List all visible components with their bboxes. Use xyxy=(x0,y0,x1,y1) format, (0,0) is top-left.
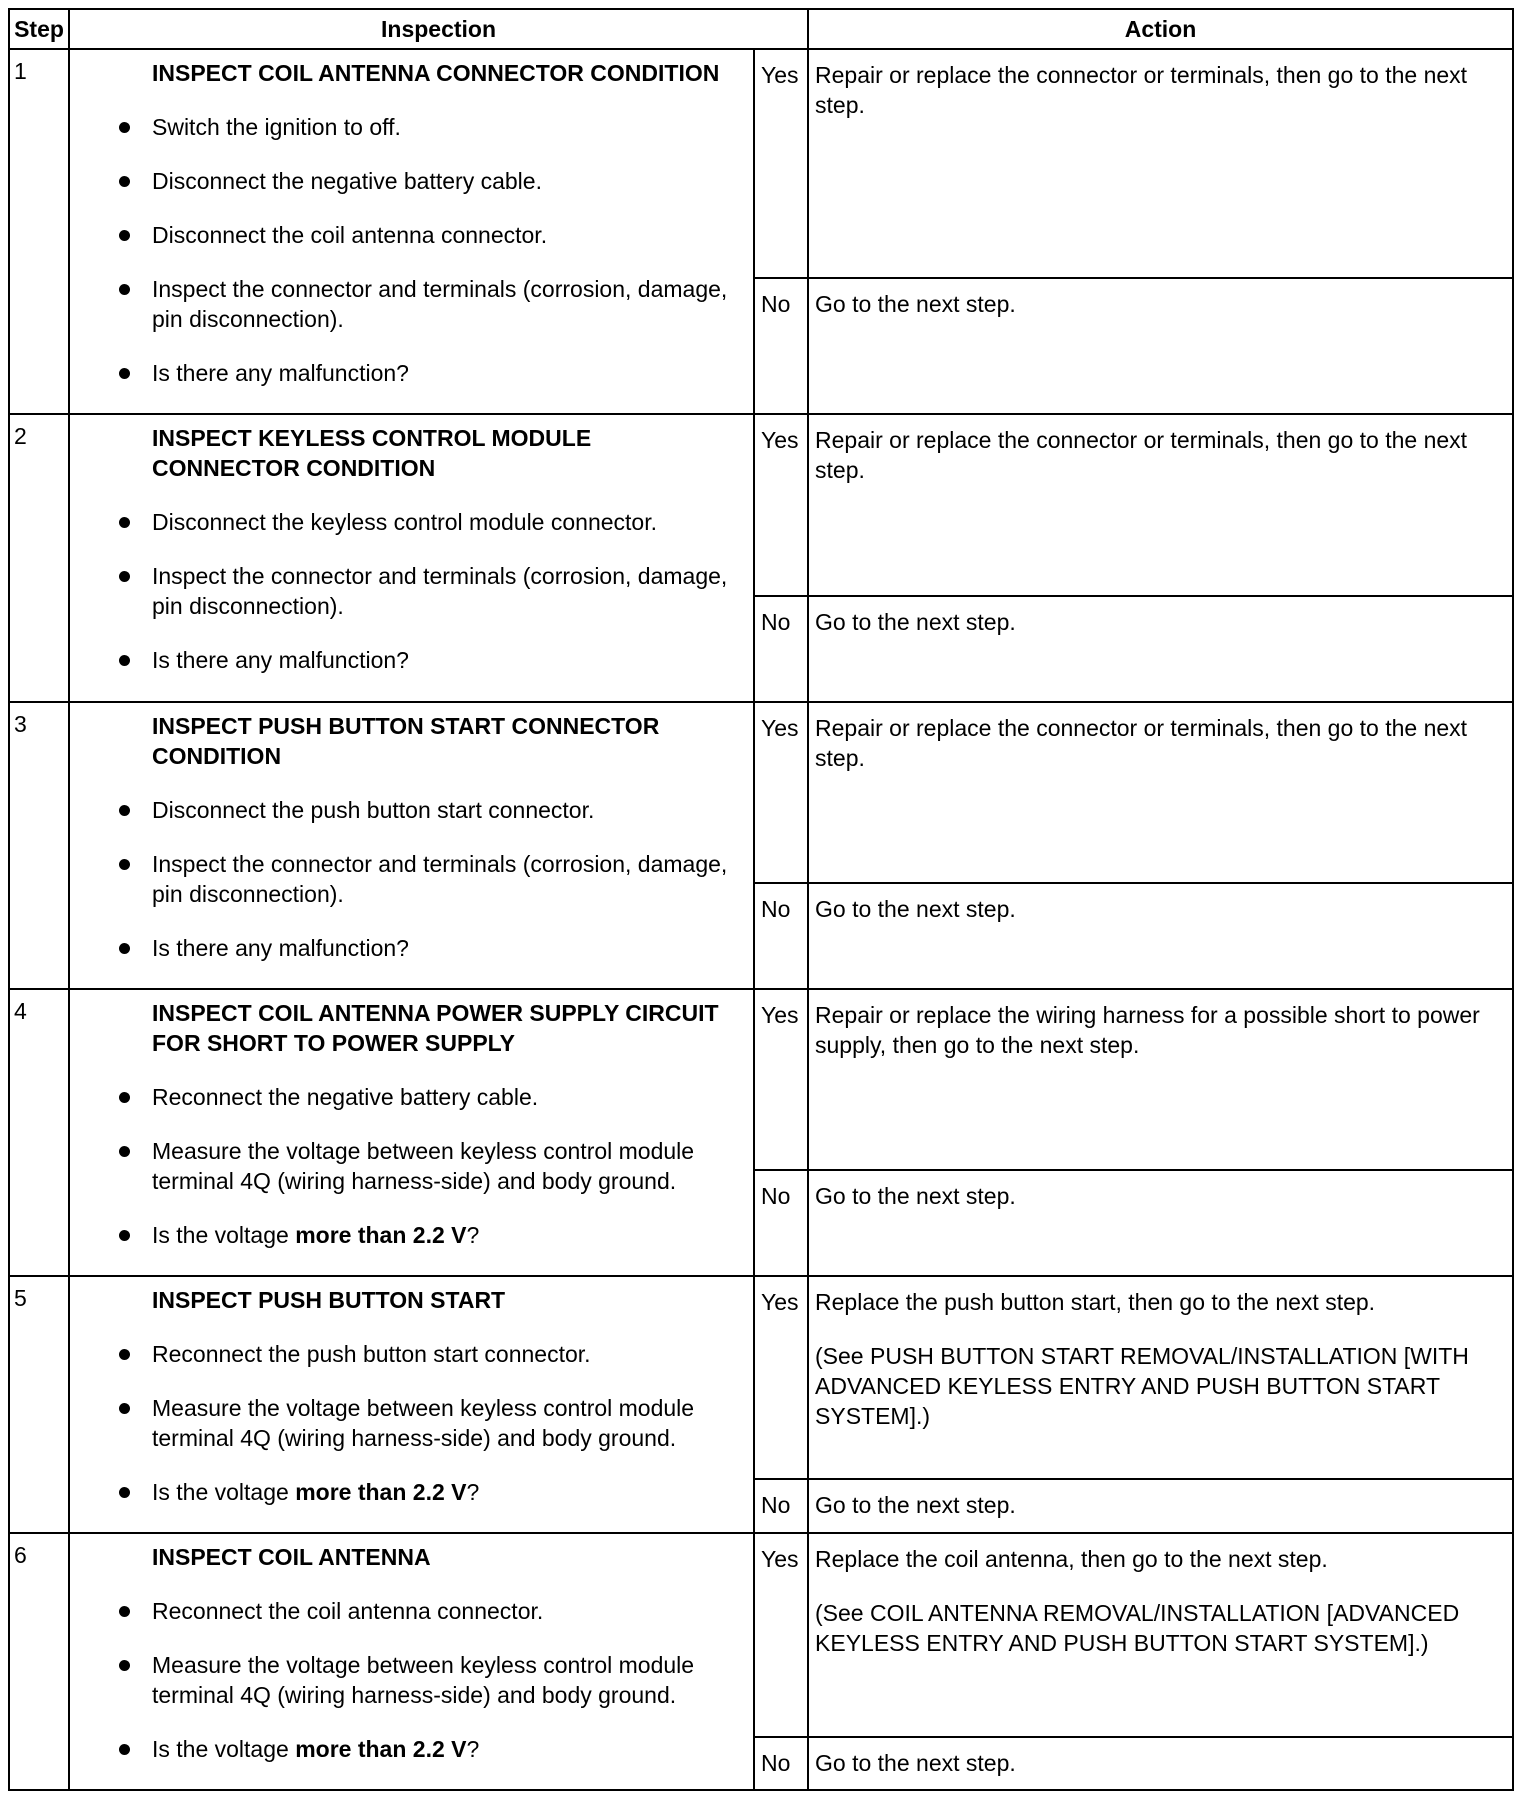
inspection-bullet xyxy=(70,166,737,196)
bullet-icon xyxy=(119,805,130,816)
inspection-bullet xyxy=(70,645,737,675)
header-step: Step xyxy=(9,9,69,49)
step-row-yes xyxy=(9,702,1513,883)
no-action: Go to the next step. xyxy=(808,278,1513,414)
bullet-icon xyxy=(119,1487,130,1498)
yes-label: Yes xyxy=(754,1533,808,1737)
yes-action xyxy=(808,989,1513,1170)
inspection-cell xyxy=(69,1276,754,1533)
bullet-text: Is there any malfunction? xyxy=(152,934,409,961)
bullet-emphasis: more than 2.2 V xyxy=(295,1221,467,1248)
bullet-suffix: ? xyxy=(466,1478,480,1505)
bullet-text: Disconnect the keyless control module connector. xyxy=(152,509,657,536)
no-action: Go to the next step. xyxy=(808,883,1513,989)
yes-action-text: Repair or replace the connector or terminals, then go to the next step. xyxy=(815,427,1468,484)
no-label: No xyxy=(754,278,808,414)
bullet-text: Inspect the connector and terminals (corrosion, damage, pin disconnection). xyxy=(152,276,728,332)
inspection-title: INSPECT PUSH BUTTON START xyxy=(152,1286,506,1313)
yes-action xyxy=(808,414,1513,595)
inspection-bullet xyxy=(70,561,737,621)
inspection-bullet xyxy=(70,1339,737,1369)
yes-label: Yes xyxy=(754,702,808,883)
header-row xyxy=(9,9,1513,49)
no-label: No xyxy=(754,1479,808,1533)
inspection-bullet xyxy=(70,795,737,825)
yes-label: Yes xyxy=(754,989,808,1170)
bullet-icon xyxy=(119,655,130,666)
bullet-icon xyxy=(119,517,130,528)
inspection-title: INSPECT KEYLESS CONTROL MODULE CONNECTOR CONDITION xyxy=(152,425,592,482)
yes-label: Yes xyxy=(754,49,808,278)
inspection-title: INSPECT COIL ANTENNA POWER SUPPLY CIRCUIT FOR SHORT TO POWER SUPPLY xyxy=(152,999,719,1056)
step-row-yes xyxy=(9,49,1513,278)
no-action: Go to the next step. xyxy=(808,1170,1513,1276)
bullet-icon xyxy=(119,1230,130,1241)
step-number: 2 xyxy=(9,414,69,701)
step-row-yes xyxy=(9,1533,1513,1737)
bullet-text: Measure the voltage between keyless control module terminal 4Q (wiring harness-side) and body ground. xyxy=(152,1394,695,1451)
inspection-title: INSPECT PUSH BUTTON START CONNECTOR CONDITION xyxy=(152,712,660,769)
inspection-bullet xyxy=(70,1220,737,1250)
bullet-icon xyxy=(119,859,130,870)
bullet-text: Disconnect the push button start connector. xyxy=(152,796,595,823)
bullet-icon xyxy=(119,943,130,954)
no-label: No xyxy=(754,596,808,702)
inspection-bullet xyxy=(70,1082,737,1112)
yes-label: Yes xyxy=(754,414,808,595)
bullet-text: Measure the voltage between keyless control module terminal 4Q (wiring harness-side) and body ground. xyxy=(152,1651,695,1708)
inspection-bullet xyxy=(70,220,737,250)
bullet-icon xyxy=(119,571,130,582)
yes-action xyxy=(808,49,1513,278)
no-label: No xyxy=(754,1170,808,1276)
yes-action-text: (See PUSH BUTTON START REMOVAL/INSTALLATION [WITH ADVANCED KEYLESS ENTRY AND PUSH BUTTON START SYSTEM].) xyxy=(815,1342,1469,1429)
yes-action-text: (See COIL ANTENNA REMOVAL/INSTALLATION [ADVANCED KEYLESS ENTRY AND PUSH BUTTON START SYSTEM].) xyxy=(815,1599,1460,1656)
header-action: Action xyxy=(808,9,1513,49)
step-number: 5 xyxy=(9,1276,69,1533)
step-row-yes xyxy=(9,414,1513,595)
inspection-bullet xyxy=(70,112,737,142)
yes-action-text: Replace the coil antenna, then go to the next step. xyxy=(815,1545,1328,1572)
no-label: No xyxy=(754,883,808,989)
inspection-bullet xyxy=(70,1734,737,1764)
bullet-suffix: ? xyxy=(466,1221,480,1248)
diagnostic-table xyxy=(8,8,1514,1791)
bullet-text: Reconnect the coil antenna connector. xyxy=(152,1597,544,1624)
yes-action-text: Replace the push button start, then go to the next step. xyxy=(815,1288,1376,1315)
inspection-title: INSPECT COIL ANTENNA xyxy=(152,1543,431,1570)
no-action: Go to the next step. xyxy=(808,596,1513,702)
bullet-emphasis: more than 2.2 V xyxy=(295,1478,467,1505)
inspection-cell xyxy=(69,702,754,989)
step-row-yes xyxy=(9,1276,1513,1479)
bullet-text: Is the voltage xyxy=(152,1478,296,1505)
yes-action xyxy=(808,1276,1513,1479)
inspection-bullet xyxy=(70,1477,737,1507)
bullet-text: Is there any malfunction? xyxy=(152,647,409,674)
yes-action xyxy=(808,1533,1513,1737)
bullet-text: Is the voltage xyxy=(152,1735,296,1762)
yes-action-text: Repair or replace the wiring harness for a possible short to power supply, then go to the next step. xyxy=(815,1001,1480,1058)
bullet-text: Disconnect the negative battery cable. xyxy=(152,168,542,194)
bullet-text: Is there any malfunction? xyxy=(152,360,409,386)
inspection-cell xyxy=(69,989,754,1276)
yes-action xyxy=(808,702,1513,883)
bullet-emphasis: more than 2.2 V xyxy=(295,1735,467,1762)
inspection-bullet xyxy=(70,1136,737,1196)
bullet-text: Disconnect the coil antenna connector. xyxy=(152,222,548,248)
bullet-icon xyxy=(119,1606,130,1617)
bullet-icon xyxy=(119,1146,130,1157)
inspection-bullet xyxy=(70,1596,737,1626)
inspection-cell xyxy=(69,49,754,414)
inspection-bullet xyxy=(70,1650,737,1710)
no-label: No xyxy=(754,1737,808,1790)
bullet-text: Is the voltage xyxy=(152,1221,296,1248)
inspection-bullet xyxy=(70,1393,737,1453)
bullet-icon xyxy=(119,284,130,295)
bullet-icon xyxy=(119,122,130,133)
inspection-bullet xyxy=(70,849,737,909)
header-inspection: Inspection xyxy=(69,9,808,49)
step-number: 6 xyxy=(9,1533,69,1790)
bullet-text: Reconnect the push button start connector. xyxy=(152,1340,591,1367)
yes-action-text: Repair or replace the connector or terminals, then go to the next step. xyxy=(815,62,1468,118)
inspection-title: INSPECT COIL ANTENNA CONNECTOR CONDITION xyxy=(152,60,720,86)
step-row-yes xyxy=(9,989,1513,1170)
bullet-icon xyxy=(119,230,130,241)
inspection-cell xyxy=(69,414,754,701)
bullet-text: Measure the voltage between keyless control module terminal 4Q (wiring harness-side) and body ground. xyxy=(152,1137,695,1194)
step-number: 1 xyxy=(9,49,69,414)
no-action: Go to the next step. xyxy=(808,1737,1513,1790)
bullet-suffix: ? xyxy=(466,1735,480,1762)
step-number: 4 xyxy=(9,989,69,1276)
bullet-text: Inspect the connector and terminals (corrosion, damage, pin disconnection). xyxy=(152,563,728,620)
step-number: 3 xyxy=(9,702,69,989)
yes-label: Yes xyxy=(754,1276,808,1479)
bullet-icon xyxy=(119,368,130,379)
table-body xyxy=(9,49,1513,1790)
bullet-icon xyxy=(119,1092,130,1103)
bullet-icon xyxy=(119,176,130,187)
inspection-bullet xyxy=(70,274,737,334)
bullet-text: Inspect the connector and terminals (corrosion, damage, pin disconnection). xyxy=(152,850,728,907)
inspection-bullet xyxy=(70,507,737,537)
inspection-bullet xyxy=(70,358,737,388)
bullet-icon xyxy=(119,1403,130,1414)
inspection-bullet xyxy=(70,933,737,963)
bullet-text: Switch the ignition to off. xyxy=(152,114,401,140)
bullet-icon xyxy=(119,1660,130,1671)
bullet-text: Reconnect the negative battery cable. xyxy=(152,1083,539,1110)
bullet-icon xyxy=(119,1744,130,1755)
yes-action-text: Repair or replace the connector or terminals, then go to the next step. xyxy=(815,714,1468,771)
no-action: Go to the next step. xyxy=(808,1479,1513,1533)
bullet-icon xyxy=(119,1349,130,1360)
inspection-cell xyxy=(69,1533,754,1790)
